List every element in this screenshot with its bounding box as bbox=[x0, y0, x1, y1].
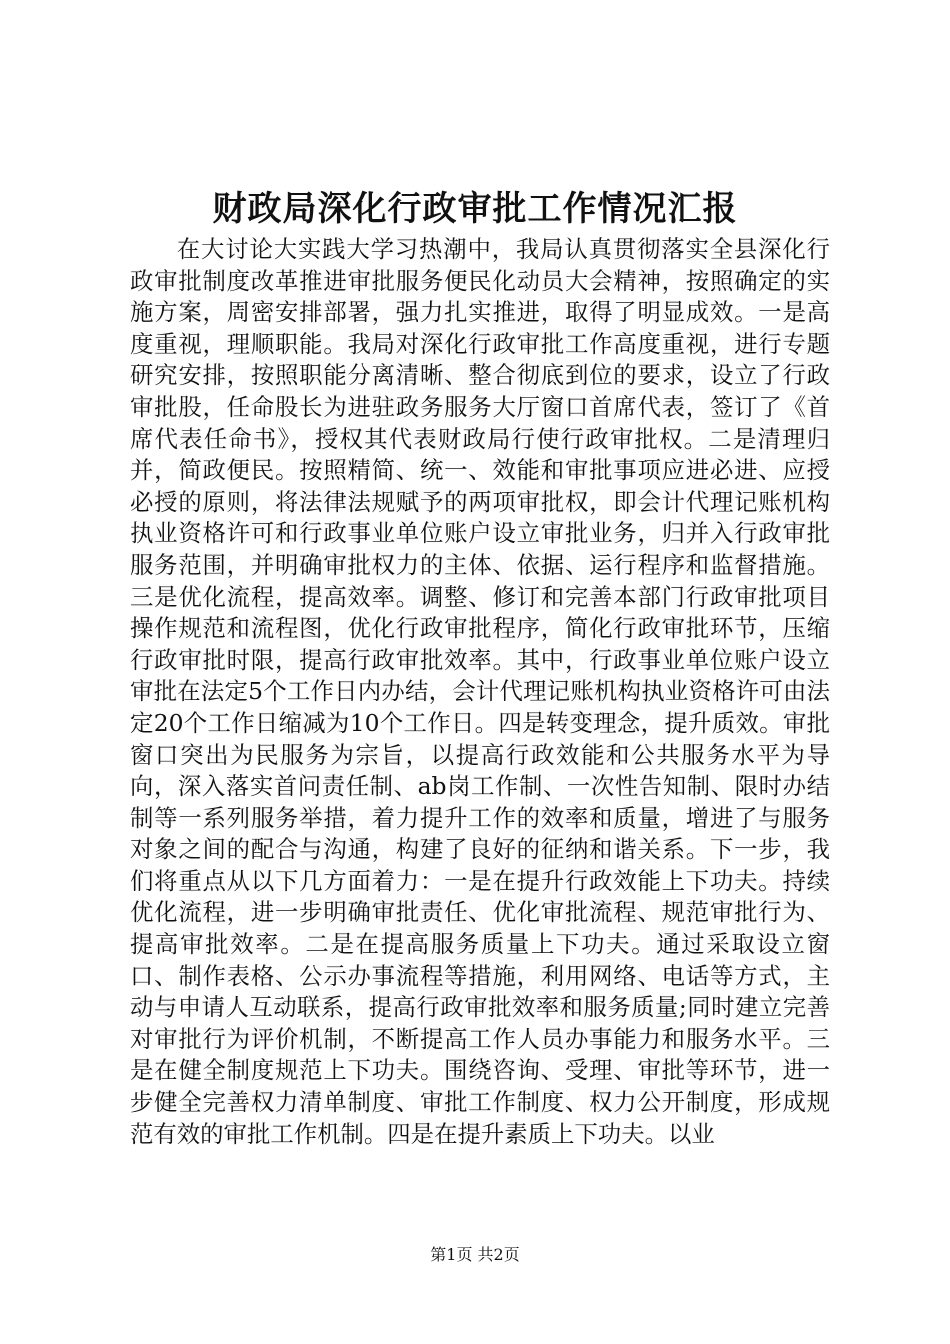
document-title: 财政局深化行政审批工作情况汇报 bbox=[212, 189, 738, 229]
page-number-footer: 第1页 共2页 bbox=[430, 1245, 520, 1264]
document-body-paragraph: 在大讨论大实践大学习热潮中，我局认真贯彻落实全县深化行政审批制度改革推进审批服务便民化动员大会精神，按照确定的实施方案，周密安排部署，强力扎实推进，取得了明显成效。一是高度重视，理顺职能。我局对深化行政审批工作高度重视，进行专题研究安排，按照职能分离清晰、整合彻底到位的要求，设立了行政审批股，任命股长为进驻政务服务大厅窗口首席代表，签订了《首席代表任命书》，授权其代表财政局行使行政审批权。二是清理归并，简政便民。按照精简、统一、效能和审批事项应进必进、应授必授的原则，将法律法规赋予的两项审批权，即会计代理记账机构执业资格许可和行政事业单位账户设立审批业务，归并入行政审批服务范围，并明确审批权力的主体、依据、运行程序和监督措施。三是优化流程，提高效率。调整、修订和完善本部门行政审批项目操作规范和流程图，优化行政审批程序，简化行政审批环节，压缩行政审批时限，提高行政审批效率。其中，行政事业单位账户设立审批在法定5个工作日内办结，会计代理记账机构执业资格许可由法定20个工作日缩减为10个工作日。四是转变理念，提升质效。审批窗口突出为民服务为宗旨，以提高行政效能和公共服务水平为导向，深入落实首问责任制、ab岗工作制、一次性告知制、限时办结制等一系列服务举措，着力提升工作的效率和质量，增进了与服务对象之间的配合与沟通，构建了良好的征纳和谐关系。下一步，我们将重点从以下几方面着力：一是在提升行政效能上下功夫。持续优化流程，进一步明确审批责任、优化审批流程、规范审批行为、提高审批效率。二是在提高服务质量上下功夫。通过采取设立窗口、制作表格、公示办事流程等措施，利用网络、电话等方式，主动与申请人互动联系，提高行政审批效率和服务质量;同时建立完善对审批行为评价机制，不断提高工作人员办事能力和服务水平。三是在健全制度规范上下功夫。围绕咨询、受理、审批等环节，进一步健全完善权力清单制度、审批工作制度、权力公开制度，形成规范有效的审批工作机制。四是在提升素质上下功夫。以业 bbox=[130, 235, 830, 1148]
